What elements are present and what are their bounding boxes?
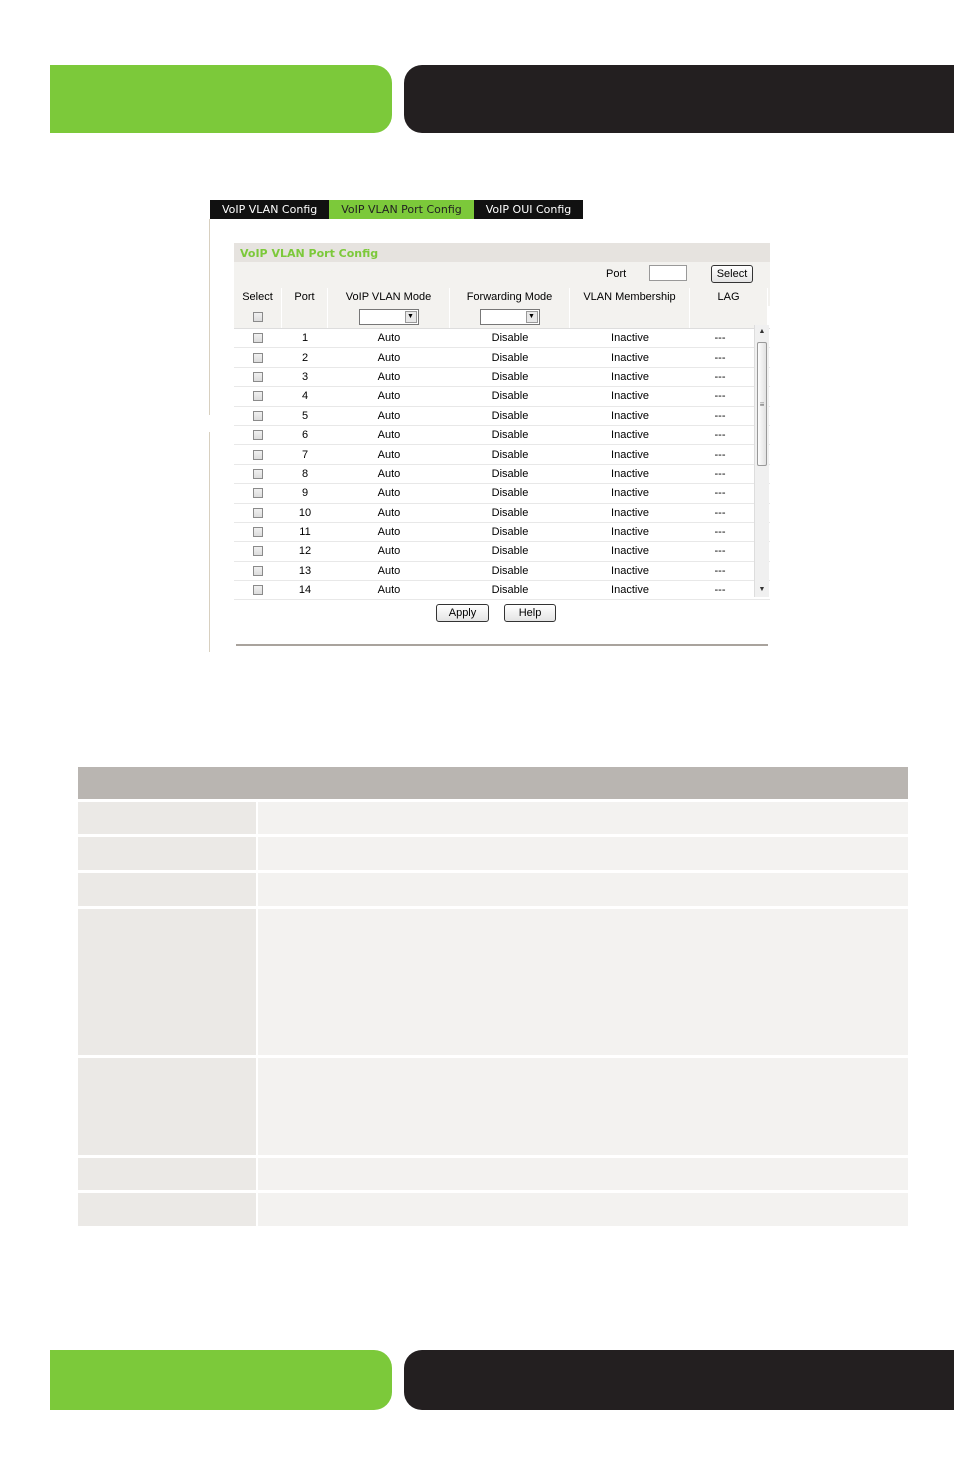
tab-voip-oui-config[interactable]: VoIP OUI Config [474, 200, 584, 219]
cell-lag: --- [714, 351, 726, 364]
cell-lag: --- [714, 429, 726, 442]
cell-port: 8 [301, 467, 309, 480]
cell-port: 9 [301, 487, 309, 500]
row-checkbox[interactable] [253, 585, 263, 595]
cell-port: 5 [301, 409, 309, 422]
cell-member: Inactive [611, 429, 649, 442]
chevron-down-icon: ▼ [526, 311, 538, 323]
cell-mode: Auto [377, 409, 401, 422]
voip-mode-dropdown[interactable] [359, 309, 419, 325]
cell-mode: Auto [377, 370, 401, 383]
port-input[interactable] [649, 265, 687, 281]
cell-fwd: Disable [491, 448, 529, 461]
cell-port: 6 [301, 429, 309, 442]
cell-mode: Auto [377, 487, 401, 500]
forwarding-mode-dropdown[interactable] [480, 309, 540, 325]
cell-member: Inactive [611, 332, 649, 345]
table-row [234, 329, 770, 348]
cell-mode: Auto [377, 545, 401, 558]
cell-fwd: Disable [491, 487, 529, 500]
row-checkbox[interactable] [253, 430, 263, 440]
cell-port: 12 [298, 545, 312, 558]
cell-mode: Auto [377, 564, 401, 577]
cell-mode: Auto [377, 429, 401, 442]
cell-member: Inactive [611, 467, 649, 480]
filter-row [234, 306, 770, 329]
cell-member: Inactive [611, 564, 649, 577]
cell-fwd: Disable [491, 351, 529, 364]
table-row [234, 484, 770, 503]
cell-port: 10 [298, 506, 312, 519]
cell-lag: --- [714, 487, 726, 500]
table-row [234, 542, 770, 561]
cell-member: Inactive [611, 487, 649, 500]
table-row [234, 348, 770, 367]
table-row [234, 368, 770, 387]
cell-mode: Auto [377, 506, 401, 519]
cell-mode: Auto [377, 390, 401, 403]
cell-member: Inactive [611, 506, 649, 519]
table-scrollbar[interactable] [754, 325, 769, 597]
description-row [78, 909, 908, 1055]
footer-green-bar [50, 1350, 392, 1410]
cell-port: 3 [301, 370, 309, 383]
description-row [78, 873, 908, 906]
table-header [234, 288, 770, 306]
divider-line [209, 219, 210, 415]
row-checkbox[interactable] [253, 469, 263, 479]
port-select-row [234, 262, 770, 288]
cell-mode: Auto [377, 448, 401, 461]
row-checkbox[interactable] [253, 411, 263, 421]
column-header: Select [234, 288, 282, 306]
cell-port: 13 [298, 564, 312, 577]
cell-lag: --- [714, 526, 726, 539]
cell-fwd: Disable [491, 409, 529, 422]
cell-port: 11 [299, 526, 311, 539]
column-header: Port [282, 288, 328, 306]
row-checkbox[interactable] [253, 488, 263, 498]
cell-fwd: Disable [491, 506, 529, 519]
cell-fwd: Disable [491, 467, 529, 480]
cell-member: Inactive [611, 545, 649, 558]
cell-lag: --- [714, 390, 726, 403]
apply-button[interactable]: Apply [436, 604, 489, 622]
header-dark-bar [404, 65, 954, 133]
cell-fwd: Disable [491, 564, 529, 577]
cell-fwd: Disable [491, 545, 529, 558]
cell-fwd: Disable [491, 370, 529, 383]
cell-member: Inactive [611, 409, 649, 422]
cell-mode: Auto [377, 467, 401, 480]
cell-lag: --- [714, 564, 726, 577]
select-all-checkbox[interactable] [253, 312, 263, 322]
description-row [78, 802, 908, 834]
row-checkbox[interactable] [253, 372, 263, 382]
row-checkbox[interactable] [253, 391, 263, 401]
cell-lag: --- [714, 545, 726, 558]
row-checkbox[interactable] [253, 566, 263, 576]
cell-mode: Auto [377, 351, 401, 364]
tab-bar [210, 200, 583, 219]
description-row [78, 1193, 908, 1226]
cell-lag: --- [714, 370, 726, 383]
cell-member: Inactive [611, 448, 649, 461]
description-row [78, 1158, 908, 1190]
cell-lag: --- [714, 467, 726, 480]
cell-port: 4 [301, 390, 309, 403]
cell-member: Inactive [611, 370, 649, 383]
help-button[interactable]: Help [504, 604, 556, 622]
column-header: LAG [690, 288, 768, 306]
divider-line [209, 432, 210, 652]
cell-mode: Auto [377, 526, 401, 539]
cell-member: Inactive [611, 351, 649, 364]
table-row [234, 407, 770, 426]
cell-fwd: Disable [491, 584, 529, 597]
select-button[interactable]: Select [711, 265, 753, 283]
port-table-body [234, 329, 770, 601]
cell-member: Inactive [611, 526, 649, 539]
header-green-bar [50, 65, 392, 133]
tab-voip-vlan-config[interactable]: VoIP VLAN Config [210, 200, 329, 219]
table-row [234, 581, 770, 600]
table-row [234, 387, 770, 406]
cell-fwd: Disable [491, 429, 529, 442]
table-row [234, 445, 770, 464]
cell-lag: --- [714, 506, 726, 519]
cell-lag: --- [714, 409, 726, 422]
row-checkbox[interactable] [253, 333, 263, 343]
cell-mode: Auto [377, 332, 401, 345]
cell-port: 7 [301, 448, 309, 461]
divider-line [236, 644, 768, 646]
column-header: VoIP VLAN Mode [328, 288, 450, 306]
footer-dark-bar [404, 1350, 954, 1410]
scroll-up-icon[interactable]: ▲ [758, 328, 766, 335]
description-table [78, 767, 908, 1226]
row-checkbox[interactable] [253, 450, 263, 460]
cell-port: 2 [301, 351, 309, 364]
port-config-panel [234, 243, 770, 597]
cell-port: 14 [298, 584, 312, 597]
cell-fwd: Disable [491, 390, 529, 403]
description-row [78, 1058, 908, 1155]
description-header [78, 767, 908, 799]
cell-mode: Auto [377, 584, 401, 597]
panel-title: VoIP VLAN Port Config [234, 243, 770, 262]
tab-voip-vlan-port-config[interactable]: VoIP VLAN Port Config [329, 200, 474, 219]
cell-member: Inactive [611, 390, 649, 403]
table-row [234, 504, 770, 523]
port-label: Port [606, 268, 627, 280]
description-row [78, 837, 908, 870]
cell-member: Inactive [611, 584, 649, 597]
cell-lag: --- [714, 332, 726, 345]
column-header: VLAN Membership [570, 288, 690, 306]
table-row [234, 562, 770, 581]
cell-lag: --- [714, 448, 726, 461]
chevron-down-icon: ▼ [405, 311, 417, 323]
cell-fwd: Disable [491, 332, 529, 345]
scroll-down-icon[interactable]: ▼ [758, 586, 766, 593]
row-checkbox[interactable] [253, 546, 263, 556]
column-header: Forwarding Mode [450, 288, 570, 306]
row-checkbox[interactable] [253, 353, 263, 363]
table-row [234, 465, 770, 484]
scroll-thumb[interactable]: ≡ [757, 342, 767, 466]
table-row [234, 523, 770, 542]
cell-lag: --- [714, 584, 726, 597]
row-checkbox[interactable] [253, 508, 263, 518]
cell-port: 1 [301, 332, 309, 345]
table-row [234, 426, 770, 445]
row-checkbox[interactable] [253, 527, 263, 537]
cell-fwd: Disable [491, 526, 529, 539]
